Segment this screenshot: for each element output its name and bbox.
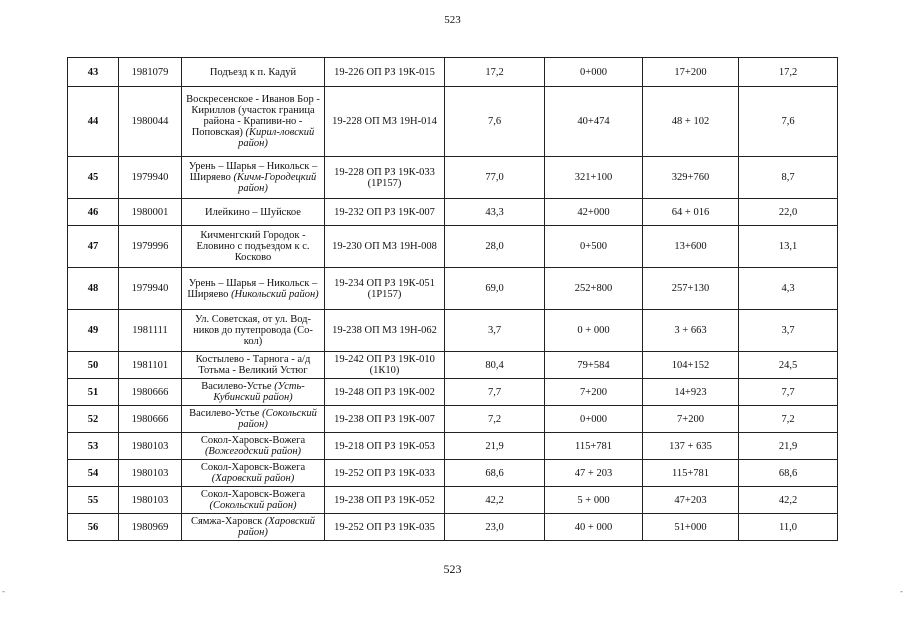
cell-length: 17,2 (445, 58, 545, 87)
cell-start: 79+584 (545, 352, 643, 379)
cell-name (182, 460, 325, 487)
table-row (68, 406, 838, 433)
road-name: Кичменгский Городок - Еловино с подъездом к с. Косково (196, 230, 310, 263)
cell-start: 7+200 (545, 379, 643, 406)
district-name: (Вожегодский район) (204, 446, 302, 457)
road-name: Сокол-Харовск-Вожега (200, 489, 306, 500)
table-row (68, 157, 838, 199)
cell-no: 56 (68, 514, 119, 541)
cell-code: 19-228 ОП МЗ 19Н-014 (325, 87, 445, 157)
cell-id: 1980103 (119, 460, 182, 487)
cell-code: 19-242 ОП РЗ 19К-010 (1К10) (325, 352, 445, 379)
road-name: Ул. Советская, от ул. Вод-ников до путепровода (Со-кол) (193, 314, 313, 347)
cell-code: 19-238 ОП РЗ 19К-007 (325, 406, 445, 433)
cell-name (182, 226, 325, 268)
district-name: (Харовский район) (238, 516, 316, 538)
district-name: (Сокольский район) (238, 408, 317, 430)
cell-section: 7,2 (739, 406, 838, 433)
cell-length: 23,0 (445, 514, 545, 541)
cell-name (182, 199, 325, 226)
page-number-bottom: 523 (443, 562, 462, 576)
cell-start: 42+000 (545, 199, 643, 226)
cell-length: 80,4 (445, 352, 545, 379)
cell-start: 47 + 203 (545, 460, 643, 487)
cell-section: 17,2 (739, 58, 838, 87)
cell-name (182, 268, 325, 310)
cell-no: 46 (68, 199, 119, 226)
cell-start: 0+000 (545, 406, 643, 433)
cell-code: 19-238 ОП РЗ 19К-052 (325, 487, 445, 514)
cell-section: 3,7 (739, 310, 838, 352)
cell-name (182, 487, 325, 514)
table-row (68, 87, 838, 157)
cell-code: 19-252 ОП РЗ 19К-033 (325, 460, 445, 487)
cell-code: 19-252 ОП РЗ 19К-035 (325, 514, 445, 541)
road-name: Сокол-Харовск-Вожега (200, 462, 306, 473)
cell-start: 0 + 000 (545, 310, 643, 352)
cell-code: 19-226 ОП РЗ 19К-015 (325, 58, 445, 87)
road-name: Василево-Устье (201, 381, 272, 392)
cell-start: 40 + 000 (545, 514, 643, 541)
cell-length: 7,6 (445, 87, 545, 157)
cell-length: 7,7 (445, 379, 545, 406)
cell-length: 77,0 (445, 157, 545, 199)
cell-section: 22,0 (739, 199, 838, 226)
road-name: Подъезд к п. Кадуй (209, 66, 297, 78)
road-name: Илейкино – Шуйское (205, 206, 301, 218)
cell-length: 28,0 (445, 226, 545, 268)
cell-no: 49 (68, 310, 119, 352)
table-row (68, 460, 838, 487)
cell-name (182, 352, 325, 379)
cell-start: 40+474 (545, 87, 643, 157)
cell-section: 24,5 (739, 352, 838, 379)
cell-section: 21,9 (739, 433, 838, 460)
road-name: Сямжа-Харовск (190, 516, 263, 527)
cell-code: 19-228 ОП РЗ 19К-033 (1Р157) (325, 157, 445, 199)
cell-id: 1981079 (119, 58, 182, 87)
cell-id: 1981101 (119, 352, 182, 379)
district-name: (Кирил-ловский район) (238, 127, 315, 149)
cell-no: 44 (68, 87, 119, 157)
cell-end: 104+152 (643, 352, 739, 379)
cell-code: 19-232 ОП РЗ 19К-007 (325, 199, 445, 226)
cell-length: 3,7 (445, 310, 545, 352)
cell-id: 1979940 (119, 157, 182, 199)
cell-length: 68,6 (445, 460, 545, 487)
cell-no: 48 (68, 268, 119, 310)
cell-section: 8,7 (739, 157, 838, 199)
cell-id: 1980044 (119, 87, 182, 157)
road-name: Сокол-Харовск-Вожега (200, 435, 306, 446)
cell-end: 7+200 (643, 406, 739, 433)
district-name: (Сокольский район) (209, 500, 297, 511)
cell-name (182, 157, 325, 199)
road-registry-table (67, 57, 838, 541)
cell-no: 51 (68, 379, 119, 406)
cell-id: 1979940 (119, 268, 182, 310)
cell-section: 7,6 (739, 87, 838, 157)
cell-id: 1979996 (119, 226, 182, 268)
cell-length: 42,2 (445, 487, 545, 514)
cell-length: 43,3 (445, 199, 545, 226)
district-name: (Кичм-Городецкий район) (233, 172, 317, 194)
cell-end: 14+923 (643, 379, 739, 406)
cell-start: 0+000 (545, 58, 643, 87)
crop-mark-left: - (2, 586, 5, 596)
cell-start: 115+781 (545, 433, 643, 460)
table-row (68, 310, 838, 352)
cell-id: 1980103 (119, 433, 182, 460)
road-name: Урень – Шарья – Никольск – Ширяево (187, 277, 318, 300)
cell-id: 1980001 (119, 199, 182, 226)
cell-name (182, 433, 325, 460)
page-number-top: 523 (444, 14, 461, 26)
table-row (68, 58, 838, 87)
cell-name (182, 58, 325, 87)
district-name: (Харовский район) (211, 473, 295, 484)
cell-name (182, 514, 325, 541)
cell-length: 69,0 (445, 268, 545, 310)
district-name: (Усть-Кубинский район) (213, 381, 305, 403)
table-row (68, 487, 838, 514)
cell-id: 1980666 (119, 379, 182, 406)
table-row (68, 379, 838, 406)
cell-code: 19-238 ОП МЗ 19Н-062 (325, 310, 445, 352)
cell-section: 68,6 (739, 460, 838, 487)
cell-section: 7,7 (739, 379, 838, 406)
cell-name (182, 379, 325, 406)
road-name: Урень – Шарья – Никольск – Ширяево (188, 161, 318, 183)
cell-code: 19-234 ОП РЗ 19К-051 (1Р157) (325, 268, 445, 310)
cell-start: 0+500 (545, 226, 643, 268)
cell-end: 47+203 (643, 487, 739, 514)
cell-end: 257+130 (643, 268, 739, 310)
cell-length: 21,9 (445, 433, 545, 460)
cell-name (182, 87, 325, 157)
cell-end: 137 + 635 (643, 433, 739, 460)
cell-name (182, 406, 325, 433)
cell-no: 43 (68, 58, 119, 87)
cell-length: 7,2 (445, 406, 545, 433)
cell-end: 64 + 016 (643, 199, 739, 226)
table-row (68, 352, 838, 379)
district-name: (Никольский район) (231, 288, 319, 300)
table-row (68, 268, 838, 310)
cell-section: 4,3 (739, 268, 838, 310)
cell-id: 1981111 (119, 310, 182, 352)
cell-section: 11,0 (739, 514, 838, 541)
cell-no: 45 (68, 157, 119, 199)
cell-end: 329+760 (643, 157, 739, 199)
cell-id: 1980969 (119, 514, 182, 541)
cell-section: 13,1 (739, 226, 838, 268)
cell-id: 1980103 (119, 487, 182, 514)
cell-end: 17+200 (643, 58, 739, 87)
cell-code: 19-248 ОП РЗ 19К-002 (325, 379, 445, 406)
road-name: Костылево - Тарнога - а/д Тотьма - Великий Устюг (195, 354, 311, 376)
road-name: Воскресенское - Иванов Бор - Кириллов (участок граница района - Крапиви-но - Поповская) (186, 94, 320, 138)
table-row (68, 199, 838, 226)
table-row (68, 226, 838, 268)
cell-start: 321+100 (545, 157, 643, 199)
cell-end: 13+600 (643, 226, 739, 268)
cell-name (182, 310, 325, 352)
cell-no: 53 (68, 433, 119, 460)
cell-start: 5 + 000 (545, 487, 643, 514)
cell-no: 55 (68, 487, 119, 514)
cell-id: 1980666 (119, 406, 182, 433)
cell-start: 252+800 (545, 268, 643, 310)
cell-no: 54 (68, 460, 119, 487)
cell-end: 48 + 102 (643, 87, 739, 157)
cell-no: 47 (68, 226, 119, 268)
cell-no: 50 (68, 352, 119, 379)
cell-end: 115+781 (643, 460, 739, 487)
cell-section: 42,2 (739, 487, 838, 514)
crop-mark-right: - (900, 586, 903, 596)
cell-code: 19-218 ОП РЗ 19К-053 (325, 433, 445, 460)
cell-end: 3 + 663 (643, 310, 739, 352)
cell-code: 19-230 ОП МЗ 19Н-008 (325, 226, 445, 268)
cell-end: 51+000 (643, 514, 739, 541)
table-row (68, 514, 838, 541)
cell-no: 52 (68, 406, 119, 433)
road-name: Василево-Устье (189, 408, 260, 419)
table-row (68, 433, 838, 460)
